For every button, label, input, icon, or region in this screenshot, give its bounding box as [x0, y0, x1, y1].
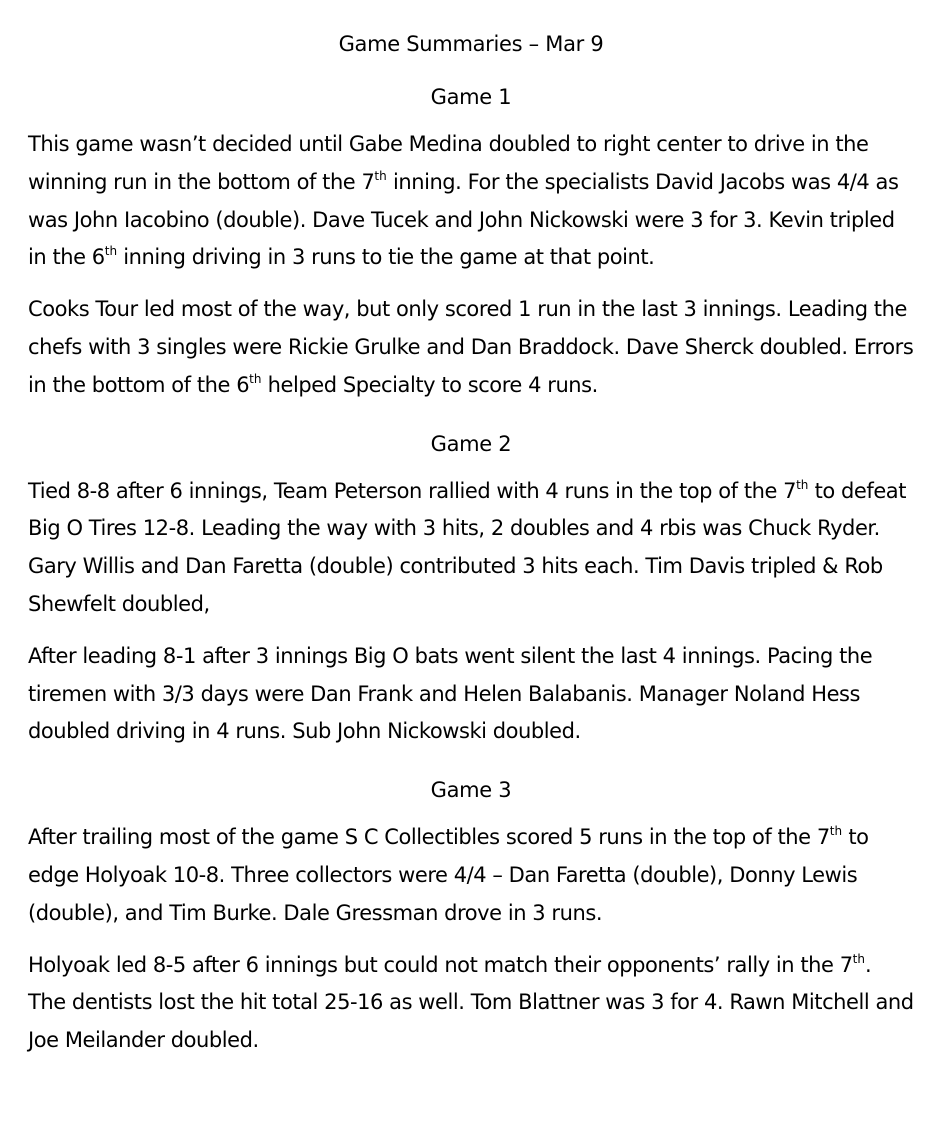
paragraph-text: . The dentists lost the hit total 25-16 as well. Tom Blattner was 3 for 4. Rawn Mitchell and Joe Meilander doubled. — [28, 952, 914, 1053]
game-section-3 — [28, 776, 914, 1060]
paragraph-text: inning driving in 3 runs to tie the game at that point. — [117, 245, 655, 270]
paragraph-text: to edge Holyoak 10-8. Three collectors were 4/4 – Dan Faretta (double), Donny Lewis (double), and Tim Burke. Dale Gressman drove in 3 runs. — [28, 825, 869, 925]
ordinal-suffix: th — [104, 244, 118, 259]
paragraph-text: Tied 8-8 after 6 innings, Team Peterson rallied with 4 runs in the top of the 7 — [28, 478, 797, 503]
game-summaries — [28, 83, 914, 1060]
summary-paragraph — [28, 473, 914, 624]
paragraph-text: This game wasn’t decided until Gabe Medina doubled to right center to drive in the winning run in the bottom of the 7 — [28, 132, 869, 194]
game-section-1 — [28, 83, 914, 405]
paragraph-text: helped Specialty to score 4 runs. — [261, 372, 598, 397]
summary-paragraph — [28, 819, 914, 932]
ordinal-suffix: th — [829, 824, 843, 839]
paragraph-text: Holyoak led 8-5 after 6 innings but could not match their opponents’ rally in the 7 — [28, 952, 853, 977]
game-section-2 — [28, 430, 914, 752]
paragraph-text: to defeat Big O Tires 12-8. Leading the way with 3 hits, 2 doubles and 4 rbis was Chuck Ryder. Gary Willis and Dan Faretta (double) contributed 3 hits each. Tim Davis tripled & Rob Shewfelt doubled, — [28, 478, 907, 616]
ordinal-suffix: th — [249, 371, 262, 386]
paragraph-text: After leading 8-1 after 3 innings Big O bats went silent the last 4 innings. Pacing the tiremen with 3/3 days were Dan Frank and Helen Balabanis. Manager Noland Hess doubled driving in 4 runs. Sub John Nickowski doubled. — [28, 643, 873, 744]
ordinal-suffix: th — [374, 168, 387, 183]
summary-paragraph — [28, 638, 914, 751]
game-heading: Game 2 — [430, 431, 512, 456]
paragraph-text: inning. For the specialists David Jacobs was 4/4 as was John Iacobino (double). Dave Tucek and John Nickowski were 3 for 3. Kevin tripled in the 6 — [28, 169, 899, 270]
game-heading: Game 3 — [430, 778, 512, 803]
paragraph-text: After trailing most of the game S C Collectibles scored 5 runs in the top of the 7 — [28, 825, 830, 850]
game-heading: Game 1 — [430, 85, 512, 109]
ordinal-suffix: th — [796, 477, 809, 492]
summary-paragraph — [28, 126, 914, 277]
summary-paragraph — [28, 291, 914, 404]
document-title: Game Summaries – Mar 9 — [338, 32, 604, 56]
ordinal-suffix: th — [852, 951, 865, 966]
summary-paragraph — [28, 947, 914, 1060]
paragraph-text: Cooks Tour led most of the way, but only scored 1 run in the last 3 innings. Leading the chefs with 3 singles were Rickie Grulke and Dan Braddock. Dave Sherck doubled. Errors in the bottom of the 6 — [28, 297, 914, 397]
